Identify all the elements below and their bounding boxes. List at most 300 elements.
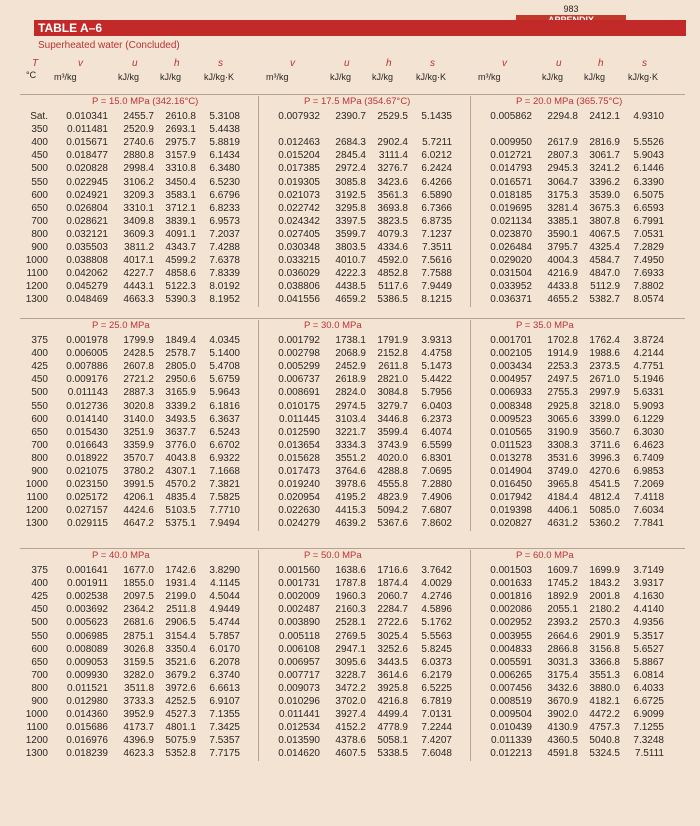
value-cell: 7.6807 bbox=[421, 505, 452, 517]
value-cell: 5112.9 bbox=[590, 281, 620, 293]
value-cell: 6.3480 bbox=[209, 163, 240, 175]
value-cell: 3156.8 bbox=[589, 643, 620, 655]
value-cell: 0.001633 bbox=[490, 578, 532, 590]
value-cell: 0.012590 bbox=[278, 426, 320, 438]
value-cell: 0.045279 bbox=[66, 281, 108, 293]
value-cell: 0.029115 bbox=[67, 518, 108, 530]
value-cell: 3.8724 bbox=[633, 335, 664, 346]
value-cell: 3310.8 bbox=[165, 163, 196, 175]
value-cell: 2906.5 bbox=[165, 617, 196, 629]
value-cell: 2055.1 bbox=[547, 604, 578, 616]
value-cell: 4584.7 bbox=[589, 255, 620, 267]
value-cell: 3996.3 bbox=[589, 452, 620, 464]
value-cell: 6.2078 bbox=[209, 656, 240, 668]
temperature-cell: 450 bbox=[31, 150, 48, 162]
value-cell: 5375.1 bbox=[165, 518, 196, 530]
value-cell: 1874.4 bbox=[377, 578, 408, 590]
value-cell: 5.1435 bbox=[421, 111, 452, 122]
value-cell: 0.017473 bbox=[278, 466, 320, 477]
table-row bbox=[20, 630, 685, 643]
value-cell: 1787.8 bbox=[335, 578, 366, 590]
value-cell: 7.5357 bbox=[209, 735, 240, 747]
value-cell: 3209.3 bbox=[123, 189, 154, 201]
value-cell: 2068.9 bbox=[335, 348, 366, 360]
col-v-unit: m³/kg bbox=[54, 72, 77, 82]
value-cell: 3064.7 bbox=[547, 176, 578, 188]
value-cell: 3493.5 bbox=[165, 413, 196, 425]
value-cell: 4778.9 bbox=[377, 722, 408, 734]
value-cell: 0.009504 bbox=[490, 709, 532, 721]
value-cell: 4541.5 bbox=[589, 479, 620, 491]
value-cell: 4499.4 bbox=[377, 709, 408, 721]
value-cell: 0.001978 bbox=[66, 335, 108, 346]
value-cell: 3711.6 bbox=[590, 439, 620, 451]
value-cell: 5386.5 bbox=[377, 294, 408, 306]
value-cell: 7.3425 bbox=[209, 722, 240, 734]
value-cell: 0.015628 bbox=[278, 452, 320, 464]
value-cell: 6.4074 bbox=[421, 426, 452, 438]
temperature-cell: 550 bbox=[31, 176, 48, 188]
col-v-unit: m³/kg bbox=[266, 72, 289, 82]
value-cell: 6.6593 bbox=[633, 202, 664, 214]
temperature-cell: 500 bbox=[31, 387, 48, 399]
value-cell: 3599.4 bbox=[377, 426, 408, 438]
value-cell: 5103.5 bbox=[165, 505, 196, 517]
pressure-heading: P = 30.0 MPa bbox=[304, 320, 362, 331]
value-cell: 3310.1 bbox=[123, 202, 154, 214]
value-cell: 3978.6 bbox=[335, 479, 366, 491]
pressure-heading: P = 17.5 MPa (354.67°C) bbox=[304, 96, 411, 107]
value-cell: 0.008348 bbox=[490, 400, 532, 412]
temperature-cell: 1000 bbox=[25, 255, 48, 267]
value-cell: 3192.5 bbox=[335, 189, 366, 201]
value-cell: 0.009176 bbox=[66, 374, 108, 386]
value-cell: 5.8245 bbox=[421, 643, 452, 655]
value-cell: 5075.9 bbox=[165, 735, 196, 747]
value-cell: 5.4422 bbox=[421, 374, 452, 386]
value-cell: 4555.8 bbox=[377, 479, 408, 491]
value-cell: 6.2424 bbox=[421, 163, 452, 175]
table-row bbox=[20, 189, 685, 202]
table-subtitle: Superheated water (Concluded) bbox=[38, 40, 180, 51]
value-cell: 0.006737 bbox=[278, 374, 320, 386]
value-cell: 5352.8 bbox=[165, 748, 196, 760]
value-cell: 3103.4 bbox=[335, 413, 366, 425]
col-h-unit: kJ/kg bbox=[584, 72, 606, 82]
table-row bbox=[20, 682, 685, 695]
value-cell: 2578.7 bbox=[165, 348, 196, 360]
value-cell: 6.9573 bbox=[209, 215, 240, 227]
col-v-symbol: v bbox=[502, 58, 507, 69]
value-cell: 4757.3 bbox=[589, 722, 620, 734]
value-cell: 1843.2 bbox=[589, 578, 620, 590]
value-cell: 3531.6 bbox=[547, 452, 578, 464]
value-cell: 0.024342 bbox=[278, 215, 320, 227]
value-cell: 4.9310 bbox=[633, 111, 664, 122]
value-cell: 0.027157 bbox=[66, 505, 108, 517]
value-cell: 3020.8 bbox=[123, 400, 154, 412]
value-cell: 0.005623 bbox=[66, 617, 108, 629]
value-cell: 2721.2 bbox=[123, 374, 154, 386]
value-cell: 7.1355 bbox=[209, 709, 240, 721]
value-cell: 6.5230 bbox=[209, 176, 240, 188]
value-cell: 6.3740 bbox=[209, 669, 240, 681]
table-row bbox=[20, 347, 685, 360]
value-cell: 4443.1 bbox=[123, 281, 154, 293]
value-cell: 4623.3 bbox=[123, 748, 154, 760]
value-cell: 2902.4 bbox=[377, 137, 408, 149]
value-cell: 0.014360 bbox=[66, 709, 108, 721]
col-s-symbol: s bbox=[642, 58, 647, 69]
value-cell: 2393.2 bbox=[547, 617, 578, 629]
value-cell: 2373.5 bbox=[589, 361, 620, 373]
value-cell: 1988.6 bbox=[589, 348, 620, 360]
value-cell: 0.036029 bbox=[278, 268, 320, 280]
value-cell: 4378.6 bbox=[335, 735, 366, 747]
table-row bbox=[20, 452, 685, 465]
value-cell: 0.006005 bbox=[66, 348, 108, 360]
value-cell: 4.0029 bbox=[421, 578, 452, 590]
col-v-symbol: v bbox=[290, 58, 295, 69]
value-cell: 6.8301 bbox=[421, 452, 452, 464]
value-cell: 3399.0 bbox=[589, 413, 620, 425]
value-cell: 4424.6 bbox=[123, 505, 154, 517]
table-row bbox=[20, 564, 685, 577]
temperature-cell: 800 bbox=[31, 682, 48, 694]
value-cell: 0.027405 bbox=[278, 228, 320, 240]
value-cell: 4801.1 bbox=[165, 722, 196, 734]
value-cell: 3590.1 bbox=[547, 228, 578, 240]
value-cell: 4433.8 bbox=[547, 281, 578, 293]
table-row bbox=[20, 577, 685, 590]
value-cell: 6.1229 bbox=[633, 413, 664, 425]
value-cell: 3511.8 bbox=[124, 682, 154, 694]
temperature-cell: 700 bbox=[31, 439, 48, 451]
col-v-unit: m³/kg bbox=[478, 72, 501, 82]
temperature-cell: 550 bbox=[31, 630, 48, 642]
value-cell: 4823.9 bbox=[377, 492, 408, 504]
col-T-unit: °C bbox=[26, 70, 37, 80]
value-cell: 7.6933 bbox=[633, 268, 664, 280]
value-cell: 3106.2 bbox=[123, 176, 154, 188]
table-row bbox=[20, 491, 685, 504]
value-cell: 2284.7 bbox=[377, 604, 408, 616]
value-cell: 1762.4 bbox=[589, 335, 620, 346]
value-cell: 3712.1 bbox=[165, 202, 196, 214]
value-cell: 4206.1 bbox=[123, 492, 154, 504]
value-cell: 0.006265 bbox=[490, 669, 532, 681]
value-cell: 5085.0 bbox=[589, 505, 620, 517]
value-cell: 0.018922 bbox=[66, 452, 108, 464]
value-cell: 5360.2 bbox=[589, 518, 620, 530]
value-cell: 2160.3 bbox=[335, 604, 366, 616]
value-cell: 7.8602 bbox=[421, 518, 452, 530]
value-cell: 0.001560 bbox=[278, 565, 320, 576]
col-u-unit: kJ/kg bbox=[118, 72, 140, 82]
value-cell: 2199.0 bbox=[165, 591, 196, 603]
value-cell: 7.1237 bbox=[421, 228, 452, 240]
temperature-cell: 550 bbox=[31, 400, 48, 412]
value-cell: 1609.7 bbox=[547, 565, 578, 576]
value-cell: 7.4950 bbox=[633, 255, 664, 267]
value-cell: 0.042062 bbox=[66, 268, 108, 280]
value-cell: 0.001792 bbox=[278, 335, 320, 346]
temperature-cell: 650 bbox=[31, 202, 48, 214]
temperature-cell: 500 bbox=[31, 617, 48, 629]
value-cell: 2740.6 bbox=[123, 137, 154, 149]
temperature-cell: Sat. bbox=[30, 111, 48, 122]
temperature-cell: 1300 bbox=[25, 748, 48, 760]
value-cell: 5.3517 bbox=[633, 630, 664, 642]
value-cell: 3061.7 bbox=[589, 150, 620, 162]
value-cell: 2611.8 bbox=[378, 361, 408, 373]
value-cell: 3159.5 bbox=[123, 656, 154, 668]
value-cell: 3776.0 bbox=[165, 439, 196, 451]
value-cell: 3803.5 bbox=[335, 242, 366, 253]
value-cell: 3679.2 bbox=[165, 669, 196, 681]
value-cell: 5.4438 bbox=[209, 124, 240, 136]
temperature-cell: 900 bbox=[31, 466, 48, 477]
value-cell: 0.002086 bbox=[490, 604, 532, 616]
value-cell: 1638.6 bbox=[335, 565, 366, 576]
value-cell: 4307.1 bbox=[165, 466, 196, 477]
value-cell: 0.002952 bbox=[490, 617, 532, 629]
value-cell: 5094.2 bbox=[377, 505, 408, 517]
value-cell: 2664.6 bbox=[547, 630, 578, 642]
value-cell: 0.029020 bbox=[490, 255, 532, 267]
table-row bbox=[20, 280, 685, 293]
value-cell: 4360.5 bbox=[547, 735, 578, 747]
temperature-cell: 1200 bbox=[25, 505, 48, 517]
temperature-cell: 600 bbox=[31, 189, 48, 201]
value-cell: 0.010439 bbox=[490, 722, 532, 734]
value-cell: 0.012463 bbox=[278, 137, 320, 149]
value-cell: 3025.4 bbox=[377, 630, 408, 642]
pressure-heading: P = 15.0 MPa (342.16°C) bbox=[92, 96, 199, 107]
value-cell: 5.6759 bbox=[209, 374, 240, 386]
value-cell: 0.014140 bbox=[66, 413, 108, 425]
value-cell: 6.3390 bbox=[633, 176, 664, 188]
value-cell: 7.2069 bbox=[633, 479, 664, 491]
col-s-unit: kJ/kg·K bbox=[628, 72, 659, 82]
value-cell: 0.033215 bbox=[278, 255, 320, 267]
table-row bbox=[20, 215, 685, 228]
value-cell: 3409.8 bbox=[123, 215, 154, 227]
value-cell: 4091.1 bbox=[165, 228, 196, 240]
value-cell: 0.033952 bbox=[490, 281, 532, 293]
value-cell: 4639.2 bbox=[335, 518, 366, 530]
table-row bbox=[20, 695, 685, 708]
value-cell: 6.9322 bbox=[209, 452, 240, 464]
temperature-cell: 700 bbox=[31, 669, 48, 681]
value-cell: 0.021073 bbox=[278, 189, 320, 201]
value-cell: 0.012534 bbox=[278, 722, 320, 734]
value-cell: 3823.5 bbox=[377, 215, 408, 227]
value-cell: 0.008519 bbox=[490, 696, 532, 707]
value-cell: 1849.4 bbox=[165, 335, 196, 346]
pressure-heading: P = 25.0 MPa bbox=[92, 320, 150, 331]
value-cell: 0.014904 bbox=[490, 466, 532, 477]
temperature-cell: 1300 bbox=[25, 294, 48, 306]
value-cell: 5.7956 bbox=[421, 387, 452, 399]
value-cell: 3446.8 bbox=[377, 413, 408, 425]
value-cell: 0.019695 bbox=[490, 202, 532, 214]
value-cell: 2684.3 bbox=[335, 137, 366, 149]
value-cell: 2497.5 bbox=[547, 374, 578, 386]
value-cell: 2887.3 bbox=[123, 387, 154, 399]
value-cell: 6.5599 bbox=[421, 439, 452, 451]
value-cell: 3583.1 bbox=[165, 189, 196, 201]
value-cell: 3443.5 bbox=[377, 656, 408, 668]
value-cell: 7.1255 bbox=[633, 722, 664, 734]
value-cell: 2824.0 bbox=[335, 387, 366, 399]
table-row bbox=[20, 373, 685, 386]
value-cell: 1799.9 bbox=[123, 335, 154, 346]
value-cell: 2880.8 bbox=[123, 150, 154, 162]
value-cell: 3807.8 bbox=[589, 215, 620, 227]
value-cell: 0.009950 bbox=[490, 137, 532, 149]
col-h-unit: kJ/kg bbox=[160, 72, 182, 82]
value-cell: 0.002487 bbox=[278, 604, 320, 616]
value-cell: 0.002105 bbox=[490, 348, 532, 360]
value-cell: 0.017942 bbox=[490, 492, 532, 504]
value-cell: 4406.1 bbox=[547, 505, 578, 517]
value-cell: 2455.7 bbox=[123, 111, 154, 122]
value-cell: 3614.6 bbox=[377, 669, 408, 681]
value-cell: 0.010341 bbox=[66, 111, 108, 122]
table-row bbox=[20, 603, 685, 616]
value-cell: 0.019240 bbox=[278, 479, 320, 491]
pressure-heading: P = 50.0 MPa bbox=[304, 550, 362, 561]
value-cell: 4.5044 bbox=[209, 591, 240, 603]
value-cell: 2180.2 bbox=[589, 604, 620, 616]
value-cell: 4195.2 bbox=[335, 492, 366, 504]
value-cell: 2529.5 bbox=[377, 111, 408, 122]
value-cell: 5324.5 bbox=[589, 748, 620, 760]
value-cell: 3743.9 bbox=[377, 439, 408, 451]
value-cell: 0.011143 bbox=[67, 387, 108, 399]
col-u-unit: kJ/kg bbox=[542, 72, 564, 82]
value-cell: 0.015671 bbox=[66, 137, 108, 149]
value-cell: 5.3108 bbox=[209, 111, 240, 122]
value-cell: 4527.3 bbox=[165, 709, 196, 721]
value-cell: 4173.7 bbox=[123, 722, 154, 734]
value-cell: 6.5225 bbox=[421, 682, 452, 694]
value-cell: 6.3030 bbox=[633, 426, 664, 438]
value-cell: 3675.3 bbox=[589, 202, 620, 214]
value-cell: 3385.1 bbox=[547, 215, 578, 227]
value-cell: 4.2144 bbox=[633, 348, 664, 360]
value-cell: 3165.9 bbox=[165, 387, 196, 399]
table-row bbox=[20, 708, 685, 721]
pressure-heading: P = 40.0 MPa bbox=[92, 550, 150, 561]
value-cell: 3026.8 bbox=[123, 643, 154, 655]
value-cell: 0.030348 bbox=[278, 242, 320, 253]
value-cell: 0.006933 bbox=[490, 387, 532, 399]
value-cell: 4010.7 bbox=[335, 255, 366, 267]
table-row bbox=[20, 616, 685, 629]
temperature-cell: 1100 bbox=[26, 492, 48, 504]
value-cell: 4812.4 bbox=[589, 492, 620, 504]
value-cell: 4438.5 bbox=[335, 281, 366, 293]
value-cell: 3.8290 bbox=[209, 565, 240, 576]
value-cell: 7.2037 bbox=[209, 228, 240, 240]
temperature-cell: 450 bbox=[31, 374, 48, 386]
value-cell: 6.9099 bbox=[633, 709, 664, 721]
col-u-symbol: u bbox=[556, 58, 562, 69]
temperature-cell: 1300 bbox=[25, 518, 48, 530]
value-cell: 5.9043 bbox=[633, 150, 664, 162]
value-cell: 0.016976 bbox=[66, 735, 108, 747]
value-cell: 3780.2 bbox=[123, 466, 154, 477]
table-row bbox=[20, 386, 685, 399]
value-cell: 0.015686 bbox=[66, 722, 108, 734]
value-cell: 0.001701 bbox=[490, 335, 532, 346]
value-cell: 4.5896 bbox=[421, 604, 452, 616]
value-cell: 0.012213 bbox=[490, 748, 532, 760]
table-row bbox=[20, 334, 685, 347]
value-cell: 3539.0 bbox=[589, 189, 620, 201]
col-h-symbol: h bbox=[386, 58, 392, 69]
value-cell: 6.7991 bbox=[633, 215, 664, 227]
value-cell: 0.001816 bbox=[490, 591, 532, 603]
value-cell: 3241.2 bbox=[589, 163, 620, 175]
value-cell: 3359.9 bbox=[123, 439, 154, 451]
value-cell: 0.005591 bbox=[490, 656, 532, 668]
temperature-cell: 400 bbox=[31, 578, 48, 590]
value-cell: 7.3248 bbox=[633, 735, 664, 747]
value-cell: 2001.8 bbox=[589, 591, 620, 603]
temperature-cell: 400 bbox=[31, 348, 48, 360]
value-cell: 3811.2 bbox=[124, 242, 154, 253]
value-cell: 0.019305 bbox=[278, 176, 320, 188]
value-cell: 2805.0 bbox=[165, 361, 196, 373]
value-cell: 2901.9 bbox=[589, 630, 620, 642]
value-cell: 7.3821 bbox=[209, 479, 240, 491]
value-cell: 2975.7 bbox=[165, 137, 196, 149]
value-cell: 3952.9 bbox=[123, 709, 154, 721]
value-cell: 2947.1 bbox=[335, 643, 366, 655]
value-cell: 1742.6 bbox=[165, 565, 196, 576]
value-cell: 0.038806 bbox=[278, 281, 320, 293]
value-cell: 3.7149 bbox=[633, 565, 664, 576]
value-cell: 0.016571 bbox=[490, 176, 532, 188]
value-cell: 2972.4 bbox=[335, 163, 366, 175]
value-cell: 4631.2 bbox=[547, 518, 578, 530]
value-cell: 0.022630 bbox=[278, 505, 320, 517]
value-cell: 3221.7 bbox=[335, 426, 366, 438]
table-row bbox=[20, 426, 685, 439]
value-cell: 6.6613 bbox=[209, 682, 240, 694]
value-cell: 6.6702 bbox=[209, 439, 240, 451]
value-cell: 0.021075 bbox=[66, 466, 108, 477]
value-cell: 3175.3 bbox=[547, 189, 578, 201]
value-cell: 2617.9 bbox=[547, 137, 578, 149]
value-cell: 6.9853 bbox=[633, 466, 664, 477]
value-cell: 0.002798 bbox=[278, 348, 320, 360]
table-title: TABLE A–6 bbox=[34, 20, 686, 36]
temperature-cell: 1200 bbox=[25, 735, 48, 747]
value-cell: 0.024279 bbox=[278, 518, 320, 530]
table-row bbox=[20, 400, 685, 413]
value-cell: 2253.3 bbox=[547, 361, 578, 373]
value-cell: 0.008089 bbox=[66, 643, 108, 655]
value-cell: 5.1762 bbox=[421, 617, 452, 629]
value-cell: 5.9093 bbox=[633, 400, 664, 412]
table-row bbox=[20, 439, 685, 452]
value-cell: 2607.8 bbox=[123, 361, 154, 373]
value-cell: 0.002009 bbox=[278, 591, 320, 603]
